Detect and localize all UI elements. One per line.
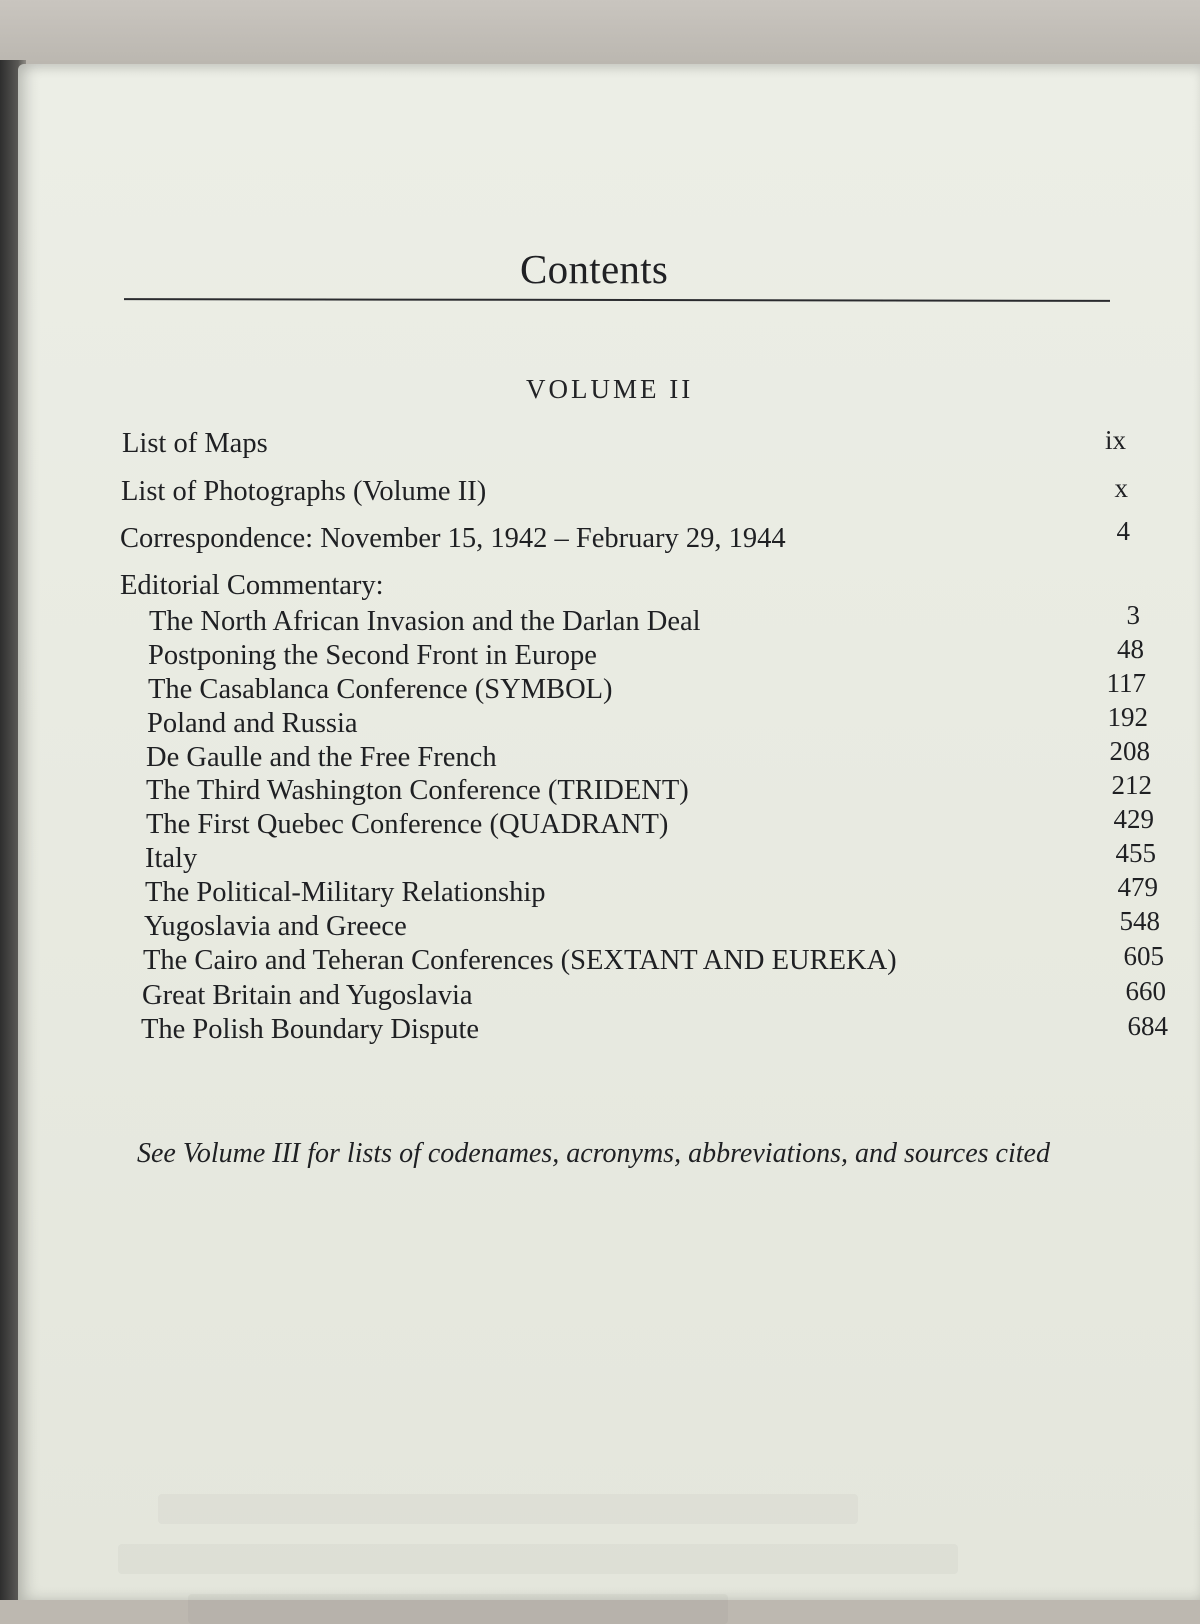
toc-page-number: 429 (1113, 804, 1154, 834)
toc-page-number: 212 (1111, 770, 1152, 800)
toc-page-number: x (1114, 473, 1128, 503)
toc-entry: The Political-Military Relationship (145, 877, 546, 908)
section-heading: Editorial Commentary: (120, 570, 384, 601)
toc-entry: Yugoslavia and Greece (144, 911, 407, 942)
toc-entry: The Polish Boundary Dispute (141, 1014, 480, 1045)
bleed-through (118, 1544, 958, 1574)
toc-page-number: 208 (1109, 736, 1150, 766)
toc-entry: The Casablanca Conference (SYMBOL) (148, 674, 613, 705)
toc-entry: Great Britain and Yugoslavia (142, 980, 473, 1011)
toc-entry: List of Photographs (Volume II) (121, 476, 487, 507)
toc-entry: Italy (145, 843, 198, 874)
toc-entry: The Third Washington Conference (TRIDENT) (146, 775, 689, 806)
toc-entry: The Cairo and Teheran Conferences (SEXTANT AND EUREKA) (143, 945, 897, 976)
toc-page-number: 3 (1126, 600, 1140, 630)
toc-entry: Postponing the Second Front in Europe (148, 640, 597, 671)
volume-heading: VOLUME II (526, 374, 694, 404)
toc-entry: List of Maps (122, 428, 268, 459)
toc-entry: Poland and Russia (147, 708, 358, 739)
bleed-through (188, 1594, 728, 1624)
toc-page-number: ix (1104, 425, 1126, 455)
toc-page-number: 684 (1127, 1011, 1168, 1041)
toc-page-number: 548 (1119, 906, 1160, 936)
toc-page-number: 48 (1117, 634, 1144, 664)
toc-page-number: 192 (1107, 702, 1148, 732)
bleed-through (158, 1494, 858, 1524)
page-title: Contents (520, 246, 669, 292)
toc-page-number: 479 (1117, 872, 1158, 902)
toc-entry: Correspondence: November 15, 1942 – February 29, 1944 (120, 523, 786, 554)
toc-page-number: 605 (1123, 941, 1164, 971)
toc-page-number: 117 (1106, 668, 1146, 698)
toc-entry: De Gaulle and the Free French (146, 742, 497, 773)
toc-entry: The North African Invasion and the Darlan Deal (149, 606, 701, 637)
toc-page-number: 660 (1125, 976, 1166, 1006)
toc-page-number: 4 (1116, 516, 1130, 546)
toc-entry: The First Quebec Conference (QUADRANT) (146, 809, 669, 840)
footnote: See Volume III for lists of codenames, acronyms, abbreviations, and sources cited (137, 1138, 1050, 1169)
toc-page-number: 455 (1115, 838, 1156, 868)
